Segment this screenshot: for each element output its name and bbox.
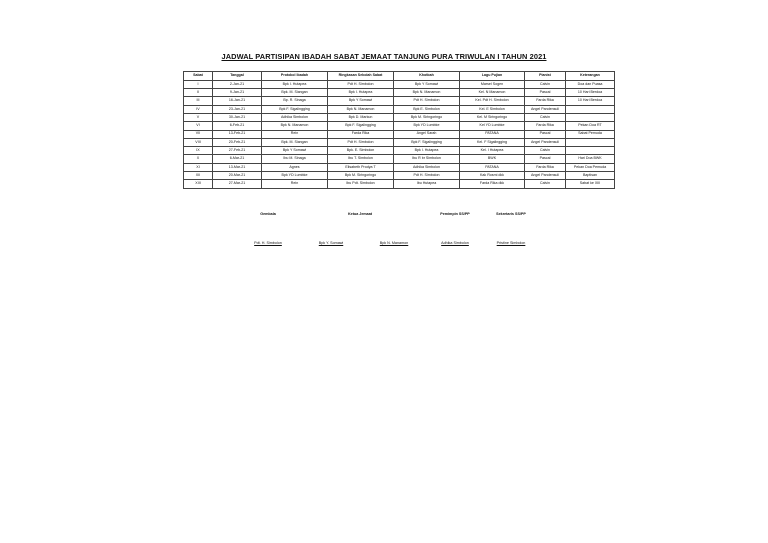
cell-keterangan bbox=[566, 113, 615, 121]
signature-name-sekretaris: Pristine Simbolon bbox=[496, 241, 526, 245]
cell-sabat: V bbox=[184, 113, 213, 121]
cell-protokol: Bpk. M. Siangan bbox=[262, 138, 328, 146]
table-row bbox=[184, 163, 615, 171]
schedule-table-body bbox=[184, 80, 615, 188]
cell-ringkasan: Farda Rika bbox=[328, 130, 394, 138]
cell-sabat: XII bbox=[184, 172, 213, 180]
cell-khotbah: Bpk N. Manamon bbox=[394, 89, 460, 97]
cell-khotbah: Pdt H. Simbolon bbox=[394, 97, 460, 105]
cell-ringkasan: Elisabeth Prodya T bbox=[328, 163, 394, 171]
schedule-table bbox=[183, 71, 615, 189]
cell-khotbah: Bpk Y Somawi bbox=[394, 80, 460, 88]
cell-tanggal: 6-Feb-21 bbox=[213, 122, 262, 130]
table-row bbox=[184, 130, 615, 138]
cell-tanggal: 27-Feb-21 bbox=[213, 147, 262, 155]
column-header-tanggal: Tanggal bbox=[213, 72, 262, 81]
cell-keterangan bbox=[566, 105, 615, 113]
table-row bbox=[184, 105, 615, 113]
cell-pianist: Calvin bbox=[525, 113, 566, 121]
cell-keterangan: Pekan Doa RT bbox=[566, 122, 615, 130]
cell-protokol: Bpk YD Lumbke bbox=[262, 172, 328, 180]
cell-sabat: VIII bbox=[184, 138, 213, 146]
table-row bbox=[184, 80, 615, 88]
cell-protokol: Bpk F. Sigalingging bbox=[262, 105, 328, 113]
cell-keterangan bbox=[566, 147, 615, 155]
table-row bbox=[184, 113, 615, 121]
signature-heading-sekretaris: Sekretaris SS/PP bbox=[496, 212, 526, 216]
signature-heading-gembala: Gembala bbox=[260, 212, 276, 216]
cell-tanggal: 13-Mar-21 bbox=[213, 163, 262, 171]
column-header-protokol: Protokol Ibadah bbox=[262, 72, 328, 81]
cell-sabat: XI bbox=[184, 163, 213, 171]
table-row bbox=[184, 147, 615, 155]
cell-sabat: VII bbox=[184, 130, 213, 138]
cell-pianist: Pascal bbox=[525, 155, 566, 163]
signature-name-ketua: Bpk Y. Somawi bbox=[318, 241, 344, 245]
cell-sabat: VI bbox=[184, 122, 213, 130]
cell-keterangan: Baptisan bbox=[566, 172, 615, 180]
cell-ringkasan: Pdt H. Simbolon bbox=[328, 138, 394, 146]
cell-sabat: IX bbox=[184, 147, 213, 155]
cell-pianist: Farda Rika bbox=[525, 122, 566, 130]
signature-heading-pemimpin: Pemimpin SS/PP bbox=[440, 212, 470, 216]
cell-lagu: Marsel Sogen bbox=[460, 80, 525, 88]
cell-keterangan: Doa dan Puasa bbox=[566, 80, 615, 88]
cell-khotbah: Pdt H. Simbolon bbox=[394, 172, 460, 180]
cell-khotbah: Ibu Hutapea bbox=[394, 180, 460, 188]
cell-pianist: Pascal bbox=[525, 130, 566, 138]
cell-khotbah: Angel Sarah bbox=[394, 130, 460, 138]
cell-lagu: Kel. Pdt H. Simbolon bbox=[460, 97, 525, 105]
cell-tanggal: 6-Mar-21 bbox=[213, 155, 262, 163]
signature-name-pemimpin: Bpk N. Manamon bbox=[379, 241, 409, 245]
cell-lagu: Kel. M Siringoringo bbox=[460, 113, 525, 121]
cell-pianist: Calvin bbox=[525, 180, 566, 188]
cell-khotbah: Bpk I. Hutapea bbox=[394, 147, 460, 155]
cell-protokol: Bpk. M. Siangan bbox=[262, 89, 328, 97]
table-header-row bbox=[184, 72, 615, 81]
cell-pianist: Angel Pandensuli bbox=[525, 138, 566, 146]
table-row bbox=[184, 180, 615, 188]
cell-sabat: XIII bbox=[184, 180, 213, 188]
cell-ringkasan: Bpk I. Hutapea bbox=[328, 89, 394, 97]
cell-tanggal: 20-Feb-21 bbox=[213, 138, 262, 146]
table-row bbox=[184, 122, 615, 130]
cell-sabat: III bbox=[184, 97, 213, 105]
cell-keterangan: Sabat ke XIII bbox=[566, 180, 615, 188]
cell-keterangan: 10 Hari Berdoa bbox=[566, 97, 615, 105]
column-header-khotbah: Khotbah bbox=[394, 72, 460, 81]
document-title bbox=[0, 52, 768, 61]
cell-sabat: IV bbox=[184, 105, 213, 113]
column-header-ringkasan: Ringkasan Sekolah Sabat bbox=[328, 72, 394, 81]
cell-pianist: Farda Rika bbox=[525, 163, 566, 171]
column-header-sabat: Sabat bbox=[184, 72, 213, 81]
signature-headings bbox=[0, 212, 768, 220]
cell-pianist: Farda Rika bbox=[525, 97, 566, 105]
cell-khotbah: Bpk E. Simbolon bbox=[394, 105, 460, 113]
cell-khotbah: Adhika Simbolon bbox=[394, 163, 460, 171]
cell-keterangan bbox=[566, 138, 615, 146]
cell-sabat: II bbox=[184, 89, 213, 97]
cell-protokol: Adhika Simbolon bbox=[262, 113, 328, 121]
cell-tanggal: 9-Jan-21 bbox=[213, 89, 262, 97]
cell-tanggal: 30-Jan-21 bbox=[213, 113, 262, 121]
cell-ringkasan: Ibu Pdt. Simbolon bbox=[328, 180, 394, 188]
cell-lagu: Kel. E Simbolon bbox=[460, 105, 525, 113]
cell-protokol: Rein bbox=[262, 130, 328, 138]
table-row bbox=[184, 138, 615, 146]
cell-keterangan: Pekan Doa Pemuda bbox=[566, 163, 615, 171]
signature-name-gembala: Pdt. H. Simbolon bbox=[254, 241, 282, 245]
cell-tanggal: 20-Mar-21 bbox=[213, 172, 262, 180]
cell-tanggal: 23-Jan-21 bbox=[213, 105, 262, 113]
cell-khotbah: Bpk YD Lumbke bbox=[394, 122, 460, 130]
cell-lagu: Kak Rosmi dkk bbox=[460, 172, 525, 180]
signature-heading-ketua: Ketua Jemaat bbox=[348, 212, 372, 216]
cell-keterangan: Hari Doa BWK bbox=[566, 155, 615, 163]
cell-protokol: Bpk I. Hutapea bbox=[262, 80, 328, 88]
cell-lagu: BWK bbox=[460, 155, 525, 163]
cell-khotbah: Ibu R br Simbolon bbox=[394, 155, 460, 163]
cell-ringkasan: Bpk. E. Simbolon bbox=[328, 147, 394, 155]
cell-tanggal: 2-Jan-21 bbox=[213, 80, 262, 88]
cell-ringkasan: Bpk N. Manamon bbox=[328, 105, 394, 113]
cell-pianist: Pascal bbox=[525, 89, 566, 97]
signature-names bbox=[0, 241, 768, 249]
table-row bbox=[184, 89, 615, 97]
cell-tanggal: 13-Feb-21 bbox=[213, 130, 262, 138]
cell-tanggal: 16-Jan-21 bbox=[213, 97, 262, 105]
cell-protokol: Agnes bbox=[262, 163, 328, 171]
cell-lagu: PATANA bbox=[460, 130, 525, 138]
cell-lagu: Kel. I Hutapea bbox=[460, 147, 525, 155]
column-header-lagu: Lagu Pujian bbox=[460, 72, 525, 81]
cell-ringkasan: Ibu T. Simbolon bbox=[328, 155, 394, 163]
cell-pianist: Angel Pandensuli bbox=[525, 105, 566, 113]
cell-ringkasan: Bpk F. Sigalingging bbox=[328, 122, 394, 130]
cell-protokol: Bp. R. Sinaga bbox=[262, 97, 328, 105]
cell-ringkasan: Bpk Y Somawi bbox=[328, 97, 394, 105]
cell-khotbah: Bpk F. Sigalingging bbox=[394, 138, 460, 146]
cell-ringkasan: Bpk D. Markun bbox=[328, 113, 394, 121]
cell-lagu: Farda Rika dkk bbox=[460, 180, 525, 188]
cell-lagu: PATANA bbox=[460, 163, 525, 171]
cell-protokol: Bpk N. Manamon bbox=[262, 122, 328, 130]
table-row bbox=[184, 97, 615, 105]
document-title-text: JADWAL PARTISIPAN IBADAH SABAT JEMAAT TANJUNG PURA TRIWULAN I TAHUN 2021 bbox=[221, 52, 547, 61]
cell-pianist: Calvin bbox=[525, 147, 566, 155]
column-header-pianist: Pianist bbox=[525, 72, 566, 81]
cell-tanggal: 27-Mar-21 bbox=[213, 180, 262, 188]
cell-protokol: Rein bbox=[262, 180, 328, 188]
cell-keterangan: Sabat Pemuda bbox=[566, 130, 615, 138]
cell-sabat: I bbox=[184, 80, 213, 88]
signature-name-member: Adhika Simbolon bbox=[441, 241, 469, 245]
cell-pianist: Angel Pandensuli bbox=[525, 172, 566, 180]
cell-protokol: Bpk Y Somawi bbox=[262, 147, 328, 155]
column-header-keterangan: Keterangan bbox=[566, 72, 615, 81]
cell-ringkasan: Bpk M. Siringoringo bbox=[328, 172, 394, 180]
cell-lagu: Kel. N Manamon bbox=[460, 89, 525, 97]
table-row bbox=[184, 172, 615, 180]
cell-sabat: X bbox=[184, 155, 213, 163]
cell-keterangan: 10 Hari Berdoa bbox=[566, 89, 615, 97]
cell-lagu: Kel YD Lumbke bbox=[460, 122, 525, 130]
cell-pianist: Calvin bbox=[525, 80, 566, 88]
cell-protokol: Ibu M. Sinaga bbox=[262, 155, 328, 163]
cell-khotbah: Bpk M. Siringoringo bbox=[394, 113, 460, 121]
table-row bbox=[184, 155, 615, 163]
cell-ringkasan: Pdt H. Simbolon bbox=[328, 80, 394, 88]
cell-lagu: Kel. F Sigalingging bbox=[460, 138, 525, 146]
